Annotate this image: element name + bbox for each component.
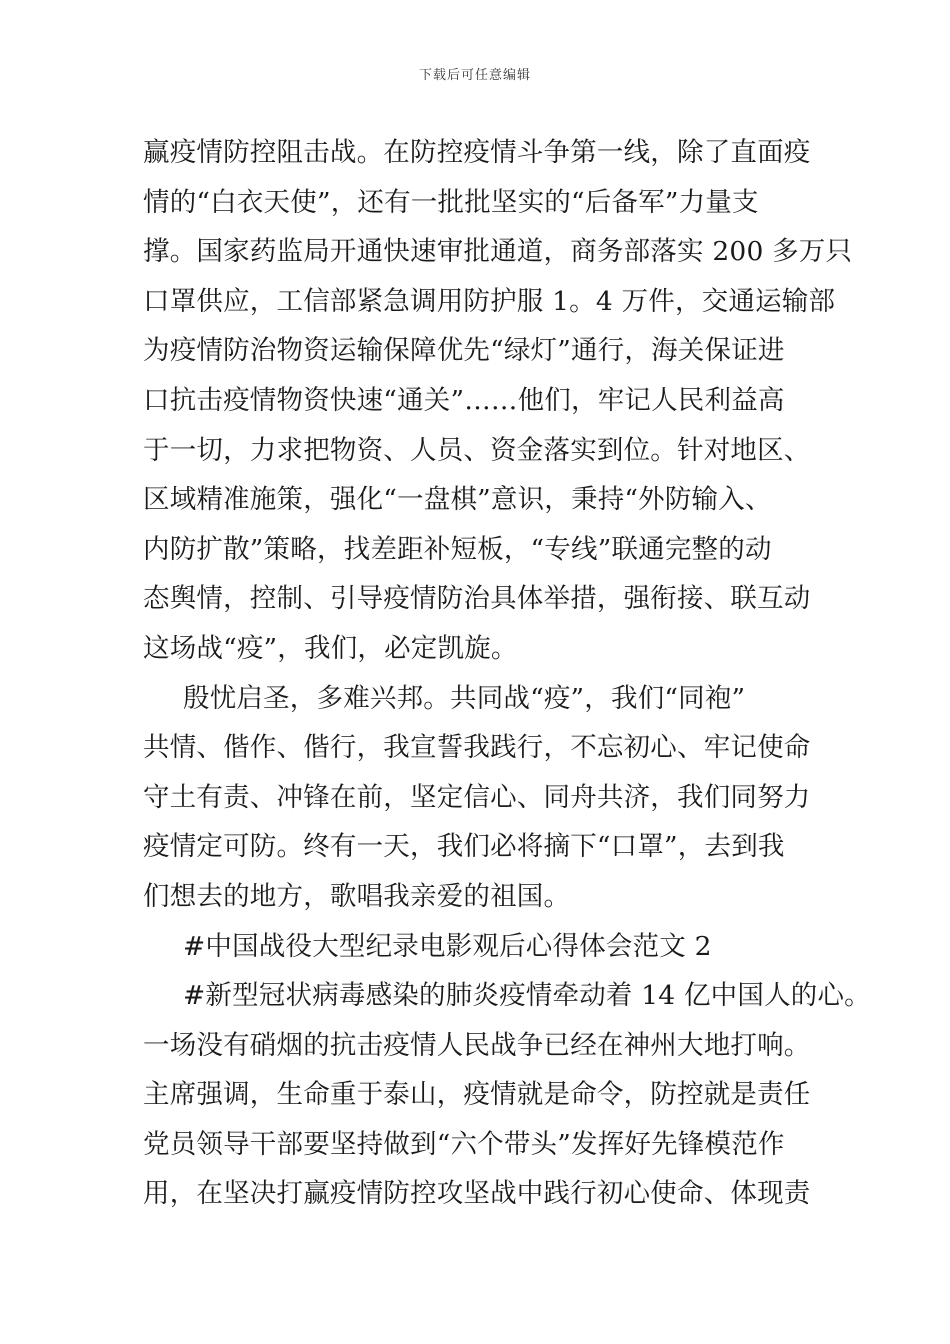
text-line: 情的“白衣天使”，还有一批批坚实的“后备军”力量支 [143,186,759,218]
text-line: 态舆情，控制、引导疫情防治具体举措，强衔接、联互动 [143,583,811,615]
text-line: 这场战“疫”，我们，必定凯旋。 [143,632,518,664]
text-line: 们想去的地方，歌唱我亲爱的祖国。 [143,880,571,912]
page-header: 下载后可任意编辑 [418,68,531,83]
text-line: 区域精准施策，强化“一盘棋”意识，秉持“外防输入、 [143,484,772,516]
text-line: 用，在坚决打赢疫情防控攻坚战中践行初心使命、体现责 [143,1178,811,1210]
text-line: 内防扩散”策略，找差距补短板，“专线”联通完整的动 [143,533,772,565]
text-line: 于一切，力求把物资、人员、资金落实到位。针对地区、 [143,434,811,466]
text-line: 主席强调，生命重于泰山，疫情就是命令，防控就是责任 [143,1079,811,1111]
text-line: 为疫情防治物资运输保障优先“绿灯”通行，海关保证进 [143,335,785,367]
text-line: 赢疫情防控阻击战。在防控疫情斗争第一线，除了直面疫 [143,137,811,168]
text-line: 共情、偕作、偕行，我宣誓我践行，不忘初心、牢记使命 [143,732,811,764]
text-line: #中国战役大型纪录电影观后心得体会范文 2 [183,930,712,962]
text-line: #新型冠状病毒感染的肺炎疫情牵动着 14 亿中国人的心。 [183,980,871,1012]
text-line: 撑。国家药监局开通快速审批通道，商务部落实 200 多万只 [143,236,853,268]
text-line: 一场没有硝烟的抗击疫情人民战争已经在神州大地打响。 [143,1029,811,1061]
text-line: 殷忧启圣，多难兴邦。共同战“疫”，我们“同袍” [183,682,746,714]
document-body [143,128,871,1219]
text-line: 守土有责、冲锋在前，坚定信心、同舟共济，我们同努力 [143,781,811,813]
text-line: 党员领导干部要坚持做到“六个带头”发挥好先锋模范作 [143,1128,785,1160]
text-line: 疫情定可防。终有一天，我们必将摘下“口罩”，去到我 [143,831,785,863]
text-line: 口罩供应，工信部紧急调用防护服 1。4 万件，交通运输部 [143,285,836,317]
text-line: 口抗击疫情物资快速“通关”……他们，牢记人民利益高 [143,384,785,416]
